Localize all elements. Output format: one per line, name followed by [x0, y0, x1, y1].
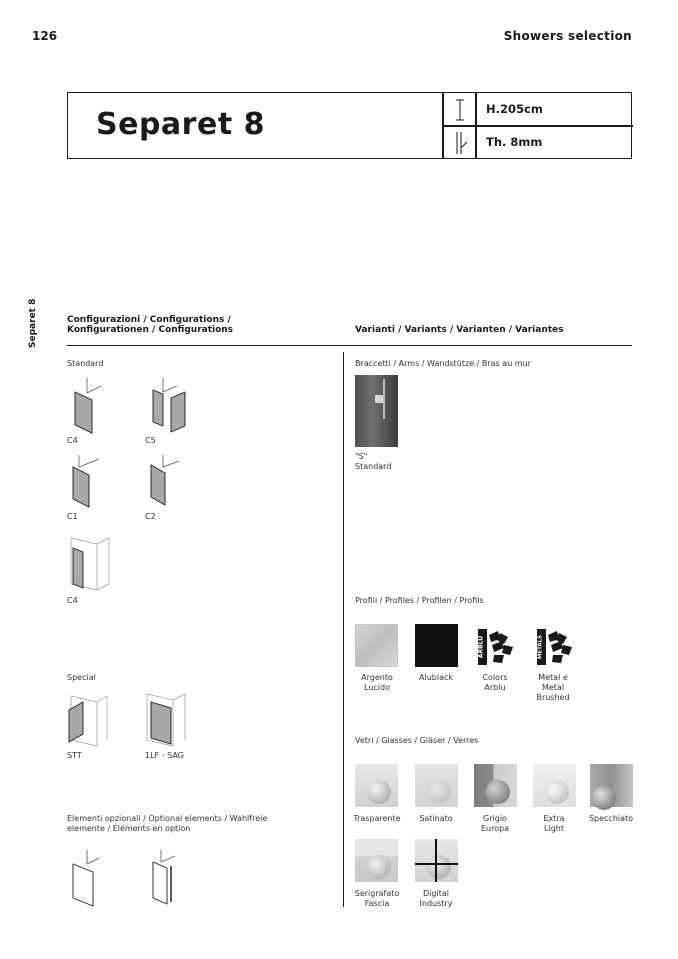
- thickness-spec: Th. 8mm: [486, 135, 543, 149]
- glass-swatch-digital-industry: [415, 839, 458, 882]
- variants-heading: Varianti / Variants / Varianten / Variantes: [355, 325, 564, 335]
- metals-icon: [535, 627, 575, 667]
- glass-swatch-extra-light: [533, 764, 576, 807]
- arm-standard-code: "S": [355, 452, 368, 461]
- optional-label-line2: elemente / Éléments en option: [67, 824, 191, 833]
- column-divider: [343, 352, 344, 907]
- divider: [442, 125, 633, 127]
- config-c2-drawing: [145, 455, 185, 511]
- arms-label: Braccetti / Arms / Wandstütze / Bras au mur: [355, 359, 531, 368]
- badge-metals-text: METALS: [537, 634, 544, 660]
- page-number: 126: [32, 29, 58, 43]
- config-label-c4: C4: [67, 436, 78, 445]
- config-stt-drawing: [67, 692, 111, 750]
- config-label-c2: C2: [145, 512, 156, 521]
- config-label-c5: C5: [145, 436, 156, 445]
- profile-swatch-alublack: [415, 624, 458, 667]
- product-name: Separet 8: [96, 107, 265, 142]
- profiles-label: Profili / Profiles / Profilen / Profils: [355, 596, 484, 605]
- standard-label: Standard: [67, 359, 104, 368]
- config-1lf-sag-drawing: [145, 690, 189, 750]
- side-label: Separet 8: [28, 298, 38, 348]
- optional-element-1-drawing: [67, 850, 107, 908]
- height-spec: H.205cm: [486, 102, 543, 116]
- glass-swatch-specchiato: [590, 764, 633, 807]
- special-label: Special: [67, 673, 96, 682]
- config-c4-alt-drawing: [67, 532, 111, 594]
- height-icon: [450, 97, 470, 123]
- glass-swatch-satinato: [415, 764, 458, 807]
- product-title-box: [67, 92, 632, 159]
- config-c5-drawing: [145, 378, 195, 436]
- glass-label-trasparente: Trasparente: [353, 814, 401, 823]
- glass-label-grigio-europa: Grigio Europa: [480, 814, 510, 833]
- profile-swatch-argento-lucido: [355, 624, 398, 667]
- configurations-heading-line2: Konfigurationen / Configurations: [67, 325, 234, 335]
- config-c1-drawing: [67, 455, 107, 511]
- optional-element-2-drawing: [145, 850, 185, 908]
- profile-label-colors-arblu: Colors Arblu: [482, 673, 508, 692]
- profile-label-argento: Argento Lucido: [361, 673, 393, 692]
- profile-label-alublack: Alublack: [419, 673, 453, 682]
- glass-label-satinato: Satinato: [419, 814, 453, 823]
- glass-swatch-grigio-europa: [474, 764, 517, 807]
- config-label-c1: C1: [67, 512, 78, 521]
- thickness-icon: [450, 130, 470, 156]
- glass-swatch-serigrafato-fascia: [355, 839, 398, 882]
- glasses-label: Vetri / Glasses / Gläser / Verres: [355, 736, 479, 745]
- glass-label-specchiato: Specchiato: [588, 814, 634, 823]
- section-title: Showers selection: [503, 29, 632, 43]
- colors-arblu-icon: [476, 627, 516, 667]
- configurations-heading-line1: Configurazioni / Configurations /: [67, 315, 231, 325]
- profile-label-metal-brushed: Metal e Metal Brushed: [536, 673, 570, 702]
- optional-label-line1: Elementi opzionali / Optional elements / Wahlfreie: [67, 814, 268, 823]
- arm-standard-photo: [355, 375, 398, 447]
- config-label-stt: STT: [67, 751, 82, 760]
- section-rule: [67, 345, 632, 346]
- config-c4-drawing: [67, 378, 107, 436]
- glass-label-extra-light: Extra Light: [543, 814, 565, 833]
- arm-standard-label: Standard: [355, 462, 392, 471]
- badge-arblu-text: ARBLU: [477, 635, 485, 659]
- glass-swatch-trasparente: [355, 764, 398, 807]
- glass-label-serigrafato-fascia: Serigrafato Fascia: [354, 889, 400, 908]
- config-label-c4-alt: C4: [67, 596, 78, 605]
- config-label-1lf-sag: 1LF - SAG: [145, 751, 184, 760]
- glass-label-digital-industry: Digital Industry: [419, 889, 453, 908]
